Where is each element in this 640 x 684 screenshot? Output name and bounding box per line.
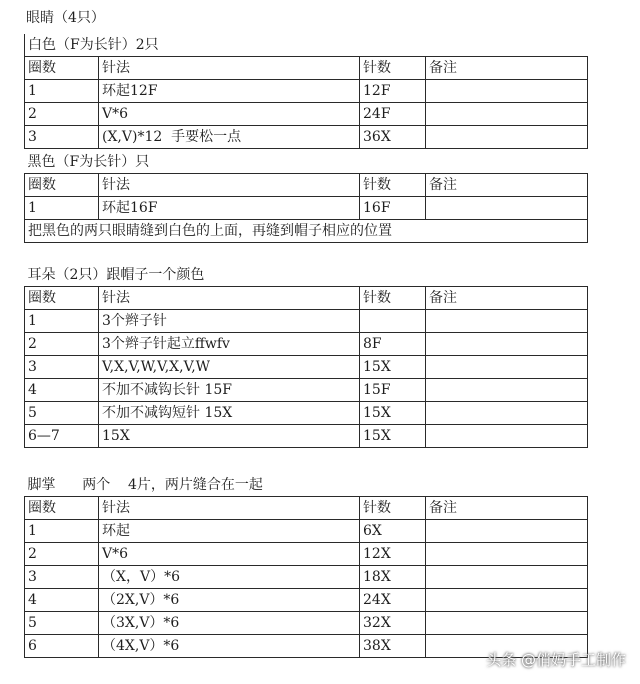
table-cell: 24X — [360, 589, 426, 612]
table-cell: 15X — [99, 425, 360, 448]
table-cell — [426, 612, 588, 635]
table-cell — [426, 566, 588, 589]
table-cell: 3个辫子针 — [99, 310, 360, 333]
table-cell: 3 — [25, 126, 99, 149]
table-cell — [426, 402, 588, 425]
table-cell: 18X — [360, 566, 426, 589]
table-cell — [426, 126, 588, 149]
table-cell — [426, 425, 588, 448]
table-row — [25, 333, 588, 356]
table-cell — [426, 543, 588, 566]
table-row — [25, 612, 588, 635]
table-cell: 32X — [360, 612, 426, 635]
table-row — [25, 425, 588, 448]
table-header-row — [25, 287, 588, 310]
table-header-row — [25, 57, 588, 80]
table-row — [25, 310, 588, 333]
column-header: 针数 — [360, 287, 426, 310]
watermark: 头条 @俏妈手工制作 — [486, 651, 626, 669]
white-eye-table — [24, 34, 588, 149]
table-cell: 38X — [360, 635, 426, 658]
page-title: 眼睛（4只） — [26, 10, 105, 26]
white-eye-title: 白色（F为长针）2只 — [25, 34, 588, 57]
black-eye-title: 黑色（F为长针）只 — [25, 151, 588, 174]
table-cell: 环起 — [99, 520, 360, 543]
table-header-row — [25, 174, 588, 197]
table-header-row — [25, 497, 588, 520]
table-row — [25, 103, 588, 126]
table-row — [25, 80, 588, 103]
table-cell: 不加不减钩长针 15F — [99, 379, 360, 402]
column-header: 针数 — [360, 57, 426, 80]
column-header: 圈数 — [25, 174, 99, 197]
column-header: 圈数 — [25, 497, 99, 520]
table-cell: 2 — [25, 103, 99, 126]
table-cell — [426, 80, 588, 103]
table-cell — [426, 310, 588, 333]
table-row — [25, 402, 588, 425]
table-cell: 1 — [25, 80, 99, 103]
table-cell — [426, 333, 588, 356]
table-cell — [426, 589, 588, 612]
table-cell: 4 — [25, 379, 99, 402]
table-cell: 6X — [360, 520, 426, 543]
column-header: 针数 — [360, 497, 426, 520]
table-cell: 16F — [360, 197, 426, 220]
table-cell — [426, 379, 588, 402]
column-header: 针法 — [99, 57, 360, 80]
table-cell: 12F — [360, 80, 426, 103]
column-header: 备注 — [426, 497, 588, 520]
table-cell: 不加不减钩短针 15X — [99, 402, 360, 425]
column-header: 备注 — [426, 174, 588, 197]
table-cell: 24F — [360, 103, 426, 126]
table-row — [25, 589, 588, 612]
table-cell: V*6 — [99, 103, 360, 126]
table-cell: 5 — [25, 402, 99, 425]
table-cell: 1 — [25, 197, 99, 220]
column-header: 针数 — [360, 174, 426, 197]
table-cell: 3个辫子针起立ffwfv — [99, 333, 360, 356]
column-header: 针法 — [99, 174, 360, 197]
table-title-row — [25, 474, 588, 497]
column-header: 针法 — [99, 497, 360, 520]
table-cell: 15F — [360, 379, 426, 402]
black-eye-table — [24, 151, 588, 243]
column-header: 备注 — [426, 287, 588, 310]
table-row — [25, 197, 588, 220]
table-row — [25, 126, 588, 149]
table-cell: 3 — [25, 566, 99, 589]
table-cell: V*6 — [99, 543, 360, 566]
column-header: 针法 — [99, 287, 360, 310]
table-cell: 12X — [360, 543, 426, 566]
table-cell: 1 — [25, 520, 99, 543]
table-cell: （2X,V）*6 — [99, 589, 360, 612]
table-cell: 6 — [25, 635, 99, 658]
column-header: 圈数 — [25, 287, 99, 310]
table-cell: 1 — [25, 310, 99, 333]
table-cell: （X，V）*6 — [99, 566, 360, 589]
ears-title: 耳朵（2只）跟帽子一个颜色 — [25, 264, 588, 287]
paws-title: 脚掌 两个 4片，两片缝合在一起 — [25, 474, 588, 497]
table-row — [25, 543, 588, 566]
column-header: 备注 — [426, 57, 588, 80]
table-title-row — [25, 264, 588, 287]
table-cell: 5 — [25, 612, 99, 635]
table-row — [25, 379, 588, 402]
table-cell: 8F — [360, 333, 426, 356]
table-cell: 2 — [25, 333, 99, 356]
table-cell: （3X,V）*6 — [99, 612, 360, 635]
table-cell: 15X — [360, 402, 426, 425]
table-cell: V,X,V,W,V,X,V,W — [99, 356, 360, 379]
table-cell: 3 — [25, 356, 99, 379]
table-cell: (X,V)*12 手要松一点 — [99, 126, 360, 149]
table-cell: 4 — [25, 589, 99, 612]
table-cell: （4X,V）*6 — [99, 635, 360, 658]
table-cell: 15X — [360, 425, 426, 448]
table-title-row — [25, 151, 588, 174]
table-cell — [426, 356, 588, 379]
ears-table — [24, 264, 588, 448]
table-cell — [426, 103, 588, 126]
table-cell: 2 — [25, 543, 99, 566]
table-cell — [360, 310, 426, 333]
column-header: 圈数 — [25, 57, 99, 80]
table-cell: 15X — [360, 356, 426, 379]
black-eye-note: 把黑色的两只眼睛缝到白色的上面，再缝到帽子相应的位置 — [25, 220, 588, 243]
table-row — [25, 566, 588, 589]
table-cell — [426, 520, 588, 543]
paws-table — [24, 474, 588, 658]
table-title-row — [25, 34, 588, 57]
table-cell: 6—7 — [25, 425, 99, 448]
table-cell: 36X — [360, 126, 426, 149]
table-cell — [426, 197, 588, 220]
table-row — [25, 520, 588, 543]
table-cell: 环起16F — [99, 197, 360, 220]
table-cell: 环起12F — [99, 80, 360, 103]
table-row — [25, 356, 588, 379]
table-note-row — [25, 220, 588, 243]
